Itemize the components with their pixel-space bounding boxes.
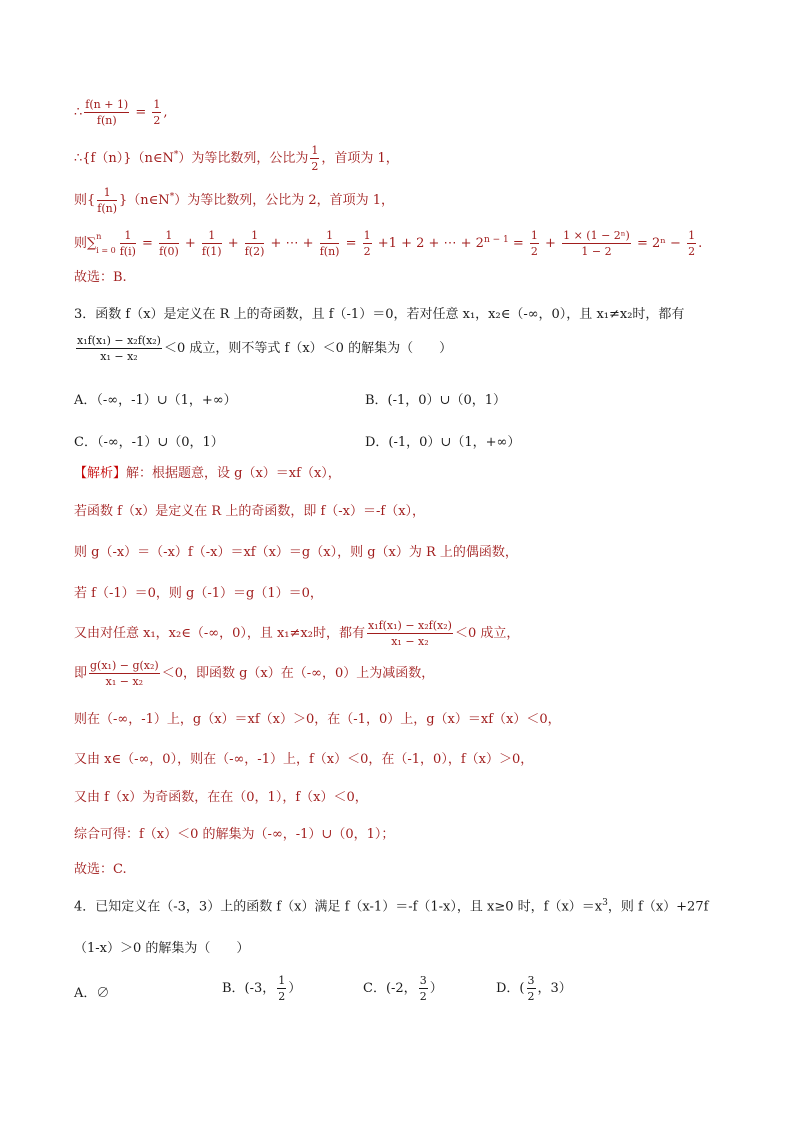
sol3-line5: 又由对任意 x₁，x₂∈（-∞，0），且 x₁≠x₂时，都有 $\frac{\text{x₁f(x₁) − x₂f(x₂)}}{\text{x₁ − x₂}}$ ＜0 成立， (74, 619, 520, 649)
q4-option-b[interactable]: B．(-3， $\frac{1}{2}$ ） (222, 974, 302, 1003)
reciprocal-fraction: $\frac{1}{f(n)}$ (97, 186, 118, 216)
ratio-half-fraction: $\frac{1}{2}$ (311, 144, 319, 174)
q4-stem-line1: 4．已知定义在（-3，3）上的函数 f（x）满足 f（x-1）＝-f（1-x），且 x≥0 时，$f(x)=x^3$，则 f（x）+27f (74, 898, 709, 915)
sol3-line6: 即 $\frac{\text{g(x₁) − g(x₂)}}{\text{x₁ − x₂}}$ ＜0，即函数 g（x）在（-∞，0）上为减函数， (74, 659, 435, 689)
sol3-line7: 则在（-∞，-1）上，g（x）＝xf（x）＞0，在（-1，0）上，g（x）＝xf（x）＜0， (74, 712, 561, 727)
q3-option-b[interactable]: B．(-1，0）∪（0，1） (365, 393, 506, 408)
sol2-answer: 故选：B. (74, 270, 127, 285)
sol3-line2: 若函数 f（x）是定义在 R 上的奇函数，即 f（-x）＝-f（x）， (74, 504, 426, 519)
therefore-symbol: ∴ (74, 105, 83, 121)
q4-option-c[interactable]: C．(-2， $\frac{3}{2}$ ） (363, 974, 443, 1003)
q4-stem-line2: （1-x）＞0 的解集为（ ） (74, 941, 250, 956)
q3-stem-line1: 3．函数 f（x）是定义在 R 上的奇函数，且 f（-1）＝0，若对任意 x₁，x₂∈（-∞，0），且 x₁≠x₂时，都有 (74, 307, 685, 322)
q3-option-a[interactable]: A．（-∞，-1）∪（1，+∞） (74, 393, 237, 408)
q3-stem-line2: $\frac{\text{x₁f(x₁) − x₂f(x₂)}}{\text{x₁ − x₂}}$ ＜0 成立，则不等式 f（x）＜0 的解集为（ ） (77, 334, 453, 364)
sol3-line4: 若 f（-1）＝0，则 g（-1）＝g（1）＝0， (74, 586, 323, 601)
q3-option-c[interactable]: C．（-∞，-1）∪（0，1） (74, 435, 224, 450)
sol3-line3: 则 g（-x）＝（-x）f（-x）＝xf（x）＝g（x），则 g（x）为 R 上的偶函数， (74, 545, 518, 560)
q3-option-d[interactable]: D．(-1，0）∪（1，+∞） (365, 435, 521, 450)
sol3-line8: 又由 x∈（-∞，0），则在（-∞，-1）上，f（x）＜0，在（-1，0），f（x）＞0， (74, 752, 534, 767)
analysis-tag: 【解析】 (74, 466, 127, 481)
sol2-geometric-line: ∴{f（n）}（n∈N*）为等比数列，公比为 $\frac{1}{2}$ ，首项为 1， (74, 144, 399, 174)
half-fraction: $\frac{1}{2}$ (153, 98, 161, 128)
sol2-sum-line: 则∑ n i = 0 $\frac{1}{f(i)}$ = $\frac{1}{f(0)}$ + $\frac{1}{f(1)}$ + $\frac{1}{f(2)}$ + ⋯ + $\frac{1}{f(n)}$ = $\frac{1}{2}$ +1 + 2 + ⋯ + $2^{n - 1}$ = $\frac{1}{2}$ + $\frac{\text{1 × (1 − 2ⁿ)}}{1 - 2}$ = 2ⁿ − $\frac{1}{2}$ . (74, 229, 703, 259)
sol3-line10: 综合可得：f（x）＜0 的解集为（-∞，-1）∪（0，1）； (74, 827, 395, 842)
q4-option-a[interactable]: A．∅ (74, 986, 110, 1001)
ratio-fraction: $\frac{f(n + 1)}{f(n)}$ (85, 98, 129, 128)
sol3-line1: 【解析】解：根据题意，设 g（x）＝xf（x）， (74, 466, 341, 481)
q4-option-d[interactable]: D．( $\frac{3}{2}$ ，3） (496, 974, 572, 1003)
sol3-line9: 又由 f（x）为奇函数，在在（0，1），f（x）＜0， (74, 790, 368, 805)
sum-limits: n i = 0 (96, 231, 116, 255)
q3-condition-fraction: $\frac{\text{x₁f(x₁) − x₂f(x₂)}}{\text{x₁ − x₂}}$ (77, 334, 161, 364)
sol3-answer: 故选：C. (74, 862, 127, 877)
sol2-reciprocal-line: 则{ $\frac{1}{f(n)}$ }（n∈N*）为等比数列，公比为 2，首项为 1， (74, 186, 394, 216)
sol2-ratio-line: ∴ $\frac{f(n + 1)}{f(n)}$ = $\frac{1}{2}$ , (74, 98, 168, 128)
